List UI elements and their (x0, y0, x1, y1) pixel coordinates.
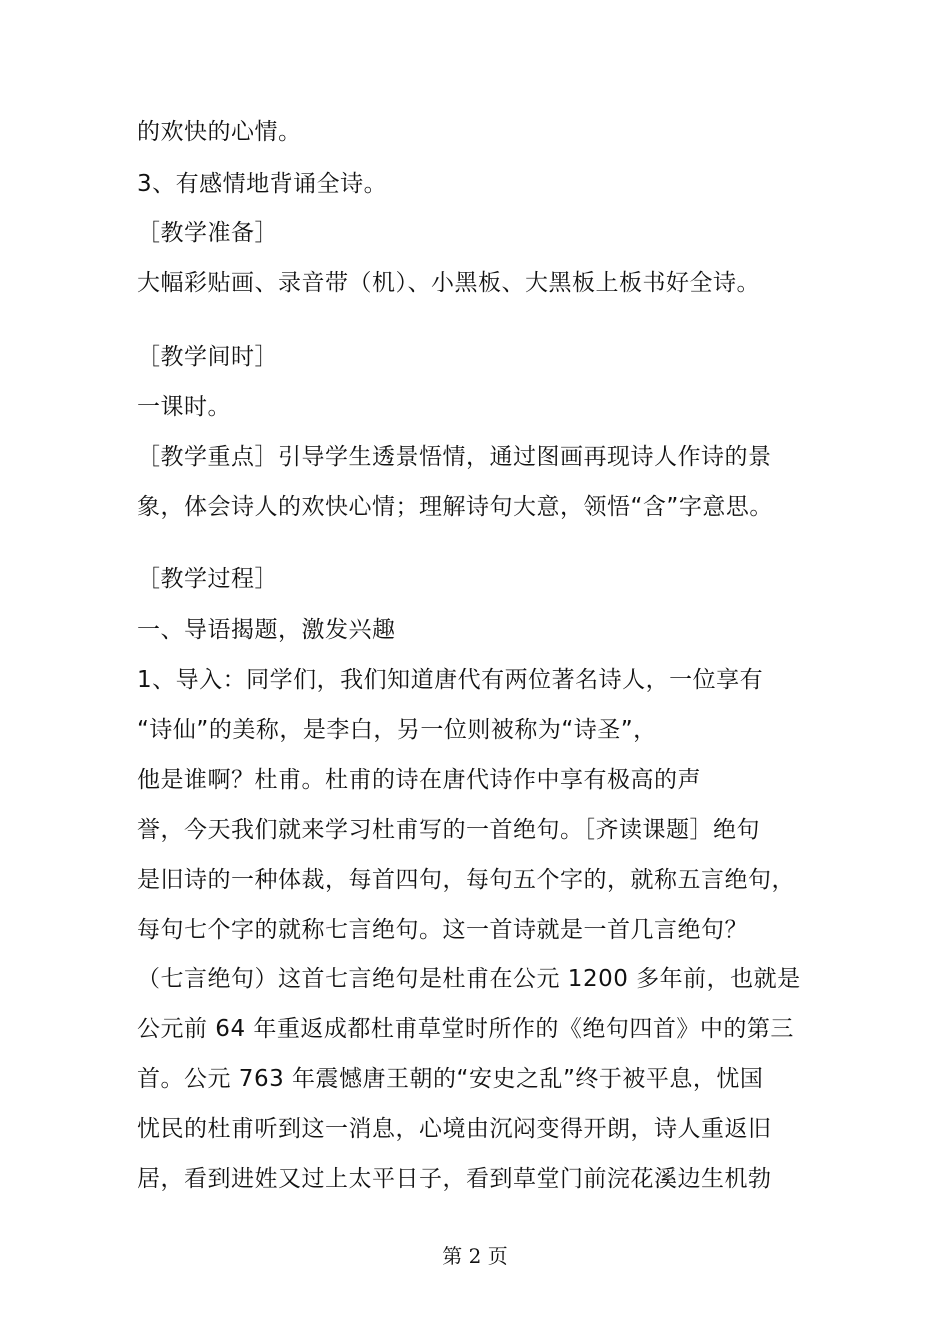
text-line: 3、有感情地背诵全诗。 (137, 171, 388, 197)
page-number: 第 2 页 (442, 1244, 508, 1268)
text-line: 公元前 64 年重返成都杜甫草堂时所作的《绝句四首》中的第三 (137, 1016, 794, 1042)
text-line: “诗仙”的美称，是李白，另一位则被称为“诗圣”， (137, 717, 657, 743)
text-line: 誉，今天我们就来学习杜甫写的一首绝句。［齐读课题］绝句 (137, 817, 760, 843)
text-line: （七言绝句）这首七言绝句是杜甫在公元 1200 多年前，也就是 (137, 966, 801, 992)
section-heading: ［教学间时］ (137, 344, 278, 370)
section-heading: ［教学准备］ (137, 220, 278, 246)
text-line: 是旧诗的一种体裁，每首四句，每句五个字的，就称五言绝句， (137, 867, 795, 893)
subsection-heading: 一、导语揭题，激发兴趣 (137, 617, 396, 643)
text-line: 的欢快的心情。 (137, 119, 302, 145)
text-line: 首。公元 763 年震憾唐王朝的“安史之乱”终于被平息，忧国 (137, 1066, 764, 1092)
text-line: 一课时。 (137, 394, 231, 420)
text-line: 忧民的杜甫听到这一消息，心境由沉闷变得开朗，诗人重返旧 (137, 1116, 772, 1142)
text-line: 1、导入：同学们，我们知道唐代有两位著名诗人，一位享有 (137, 667, 764, 693)
text-line: 象，体会诗人的欢快心情；理解诗句大意，领悟“含”字意思。 (137, 494, 773, 520)
text-line: 大幅彩贴画、录音带（机）、小黑板、大黑板上板书好全诗。 (137, 270, 760, 296)
text-line: 每句七个字的就称七言绝句。这一首诗就是一首几言绝句？ (137, 917, 748, 943)
text-line: 他是谁啊？杜甫。杜甫的诗在唐代诗作中享有极高的声 (137, 767, 701, 793)
text-line: 居，看到进姓又过上太平日子，看到草堂门前浣花溪边生机勃 (137, 1166, 772, 1192)
section-heading: ［教学重点］引导学生透景悟情，通过图画再现诗人作诗的景 (137, 444, 772, 470)
section-heading: ［教学过程］ (137, 566, 278, 592)
